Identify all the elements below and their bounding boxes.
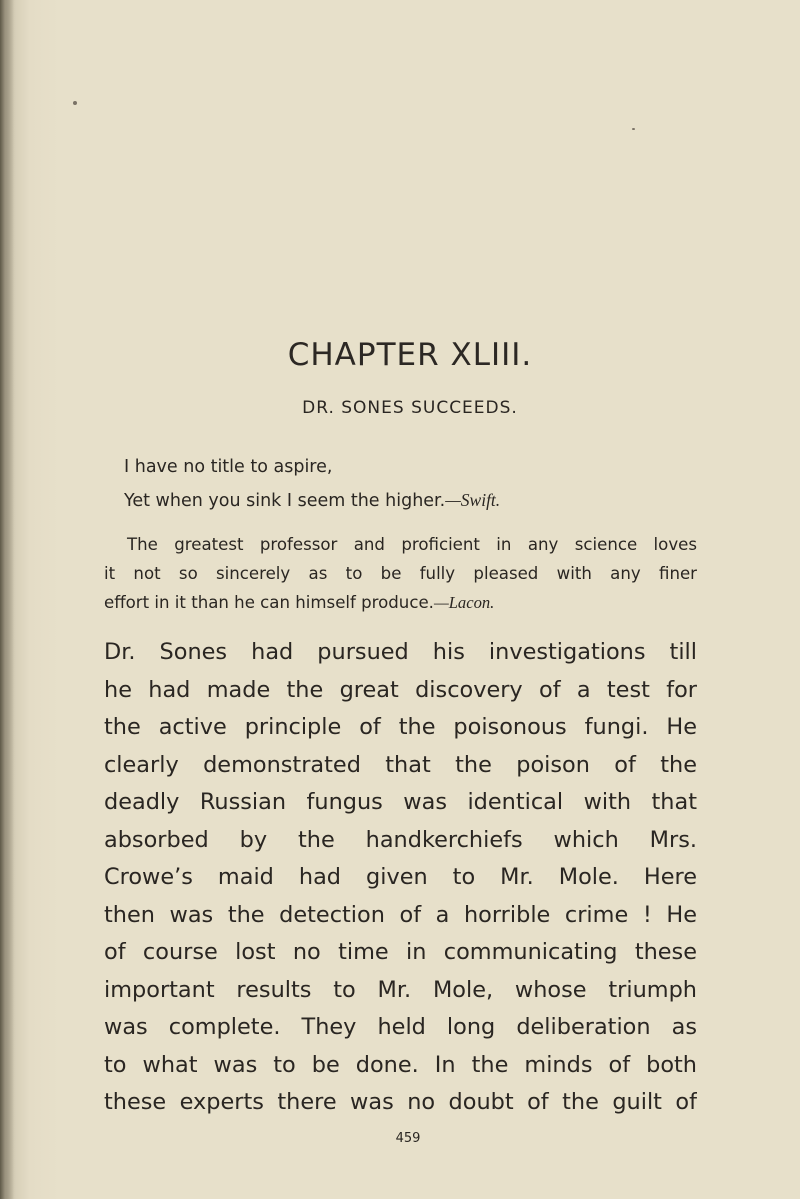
prose-attribution: —Lacon. [433, 593, 495, 612]
paper-speck [632, 128, 635, 130]
body-line: the active principle of the poisonous fungi. He [104, 714, 697, 740]
verse-line-text: Yet when you sink I seem the higher. [124, 491, 446, 511]
epigraph-line: it not so sincerely as to be fully pleased with any finer [104, 564, 697, 583]
epigraph-line [104, 588, 697, 617]
verse-line [124, 484, 500, 518]
verse-line: I have no title to aspire, [124, 457, 333, 477]
verse-attribution: —Swift. [445, 490, 501, 510]
body-line: deadly Russian fungus was identical with that [104, 789, 697, 815]
prose-epigraph [104, 530, 697, 617]
body-line: clearly demonstrated that the poison of the [104, 751, 697, 778]
epigraph-line-text: effort in it than he can himself produce. [104, 593, 434, 612]
body-line: these experts there was no doubt of the guilt of [104, 1089, 697, 1115]
body-line: then was the detection of a horrible crime ! He [104, 901, 697, 928]
page-number: 459 [395, 1131, 421, 1146]
body-line: to what was to be done. In the minds of both [104, 1051, 697, 1078]
epigraph-line: The greatest professor and proficient in any science loves [127, 535, 697, 554]
body-line: was complete. They held long deliberation as [104, 1014, 697, 1040]
body-line: he had made the great discovery of a test for [104, 676, 697, 703]
body-line: Dr. Sones had pursued his investigations till [104, 639, 697, 665]
page-binding-shadow [0, 0, 14, 1199]
chapter-subtitle: DR. SONES SUCCEEDS. [302, 398, 518, 418]
body-line: of course lost no time in communicating these [104, 939, 697, 965]
verse-epigraph [124, 451, 500, 518]
body-line: Crowe’s maid had given to Mr. Mole. Here [104, 864, 697, 890]
body-line: absorbed by the handkerchiefs which Mrs. [104, 826, 697, 853]
paper-speck [73, 101, 77, 105]
chapter-title: CHAPTER XLIII. [287, 337, 533, 373]
body-line: important results to Mr. Mole, whose triumph [104, 976, 697, 1003]
body-paragraph [104, 634, 697, 1122]
